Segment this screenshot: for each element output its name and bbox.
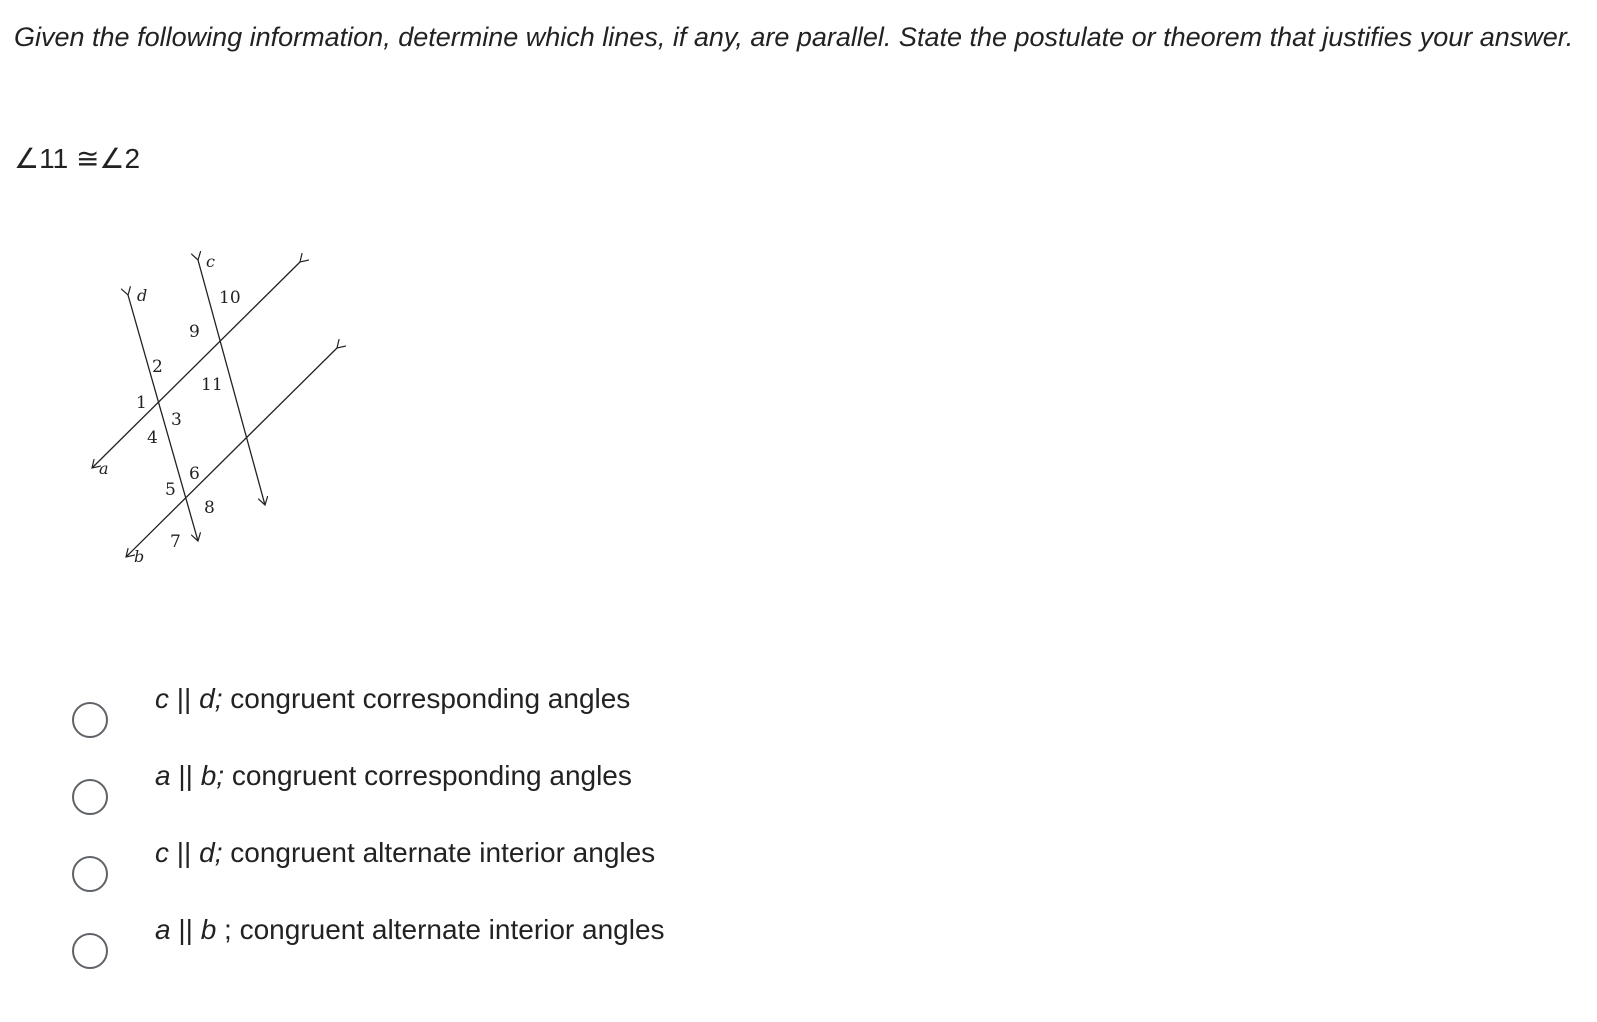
line-b xyxy=(126,348,337,557)
answer-options xyxy=(72,672,665,980)
answer-option-2[interactable] xyxy=(72,749,632,826)
option-var-1: c xyxy=(155,683,169,714)
option-var-2: b xyxy=(200,914,225,945)
angle-label-3: 3 xyxy=(171,410,182,430)
option-label xyxy=(155,682,630,716)
parallel-lines-diagram xyxy=(80,245,360,585)
option-var-1: a xyxy=(155,760,171,791)
angle-label-4: 4 xyxy=(147,428,158,448)
option-reason: congruent alternate interior angles xyxy=(239,914,665,945)
radio-button[interactable] xyxy=(72,702,108,738)
line-label-d: d xyxy=(137,286,148,305)
option-reason: congruent alternate interior angles xyxy=(230,837,656,868)
diagram-svg xyxy=(80,245,360,585)
line-label-b: b xyxy=(134,547,145,566)
given-angle-2: ∠2 xyxy=(99,143,141,174)
answer-option-3[interactable] xyxy=(72,826,656,903)
angle-label-6: 6 xyxy=(189,464,200,484)
parallel-symbol: || xyxy=(178,914,193,945)
option-separator: ; xyxy=(224,914,240,945)
angle-label-10: 10 xyxy=(219,288,241,308)
angle-label-9: 9 xyxy=(189,322,200,342)
line-label-c: c xyxy=(206,252,215,271)
radio-button[interactable] xyxy=(72,933,108,969)
angle-label-7: 7 xyxy=(170,532,181,552)
option-var-1: c xyxy=(155,837,169,868)
line-a xyxy=(92,262,300,468)
answer-option-1[interactable] xyxy=(72,672,631,749)
angle-label-1: 1 xyxy=(136,393,147,413)
given-angle-11: ∠11 xyxy=(14,143,69,174)
option-var-2: d xyxy=(199,683,215,714)
option-label xyxy=(155,759,632,793)
radio-button[interactable] xyxy=(72,856,108,892)
parallel-symbol: || xyxy=(176,837,192,868)
line-label-a: a xyxy=(99,459,109,478)
radio-button[interactable] xyxy=(72,779,108,815)
option-label xyxy=(155,913,665,947)
option-reason: congruent corresponding angles xyxy=(231,760,632,791)
line-d xyxy=(128,295,198,541)
option-reason: congruent corresponding angles xyxy=(230,683,631,714)
option-separator: ; xyxy=(214,837,223,868)
option-label xyxy=(155,836,655,870)
option-separator: ; xyxy=(214,683,223,714)
option-separator: ; xyxy=(216,760,225,791)
option-var-1: a xyxy=(155,914,171,945)
option-var-2: d xyxy=(199,837,215,868)
option-var-2: b xyxy=(200,760,217,791)
parallel-symbol: || xyxy=(176,683,192,714)
angle-label-2: 2 xyxy=(152,357,163,377)
angle-label-5: 5 xyxy=(165,480,176,500)
angle-label-8: 8 xyxy=(204,498,215,518)
given-statement xyxy=(14,142,140,176)
question-text: Given the following information, determine which lines, if any, are parallel. State the postulate or theorem that justifies your answer. xyxy=(14,22,1574,52)
answer-option-4[interactable] xyxy=(72,903,665,980)
parallel-symbol: || xyxy=(178,760,193,791)
congruent-symbol: ≅ xyxy=(75,143,100,174)
angle-label-11: 11 xyxy=(201,375,223,395)
